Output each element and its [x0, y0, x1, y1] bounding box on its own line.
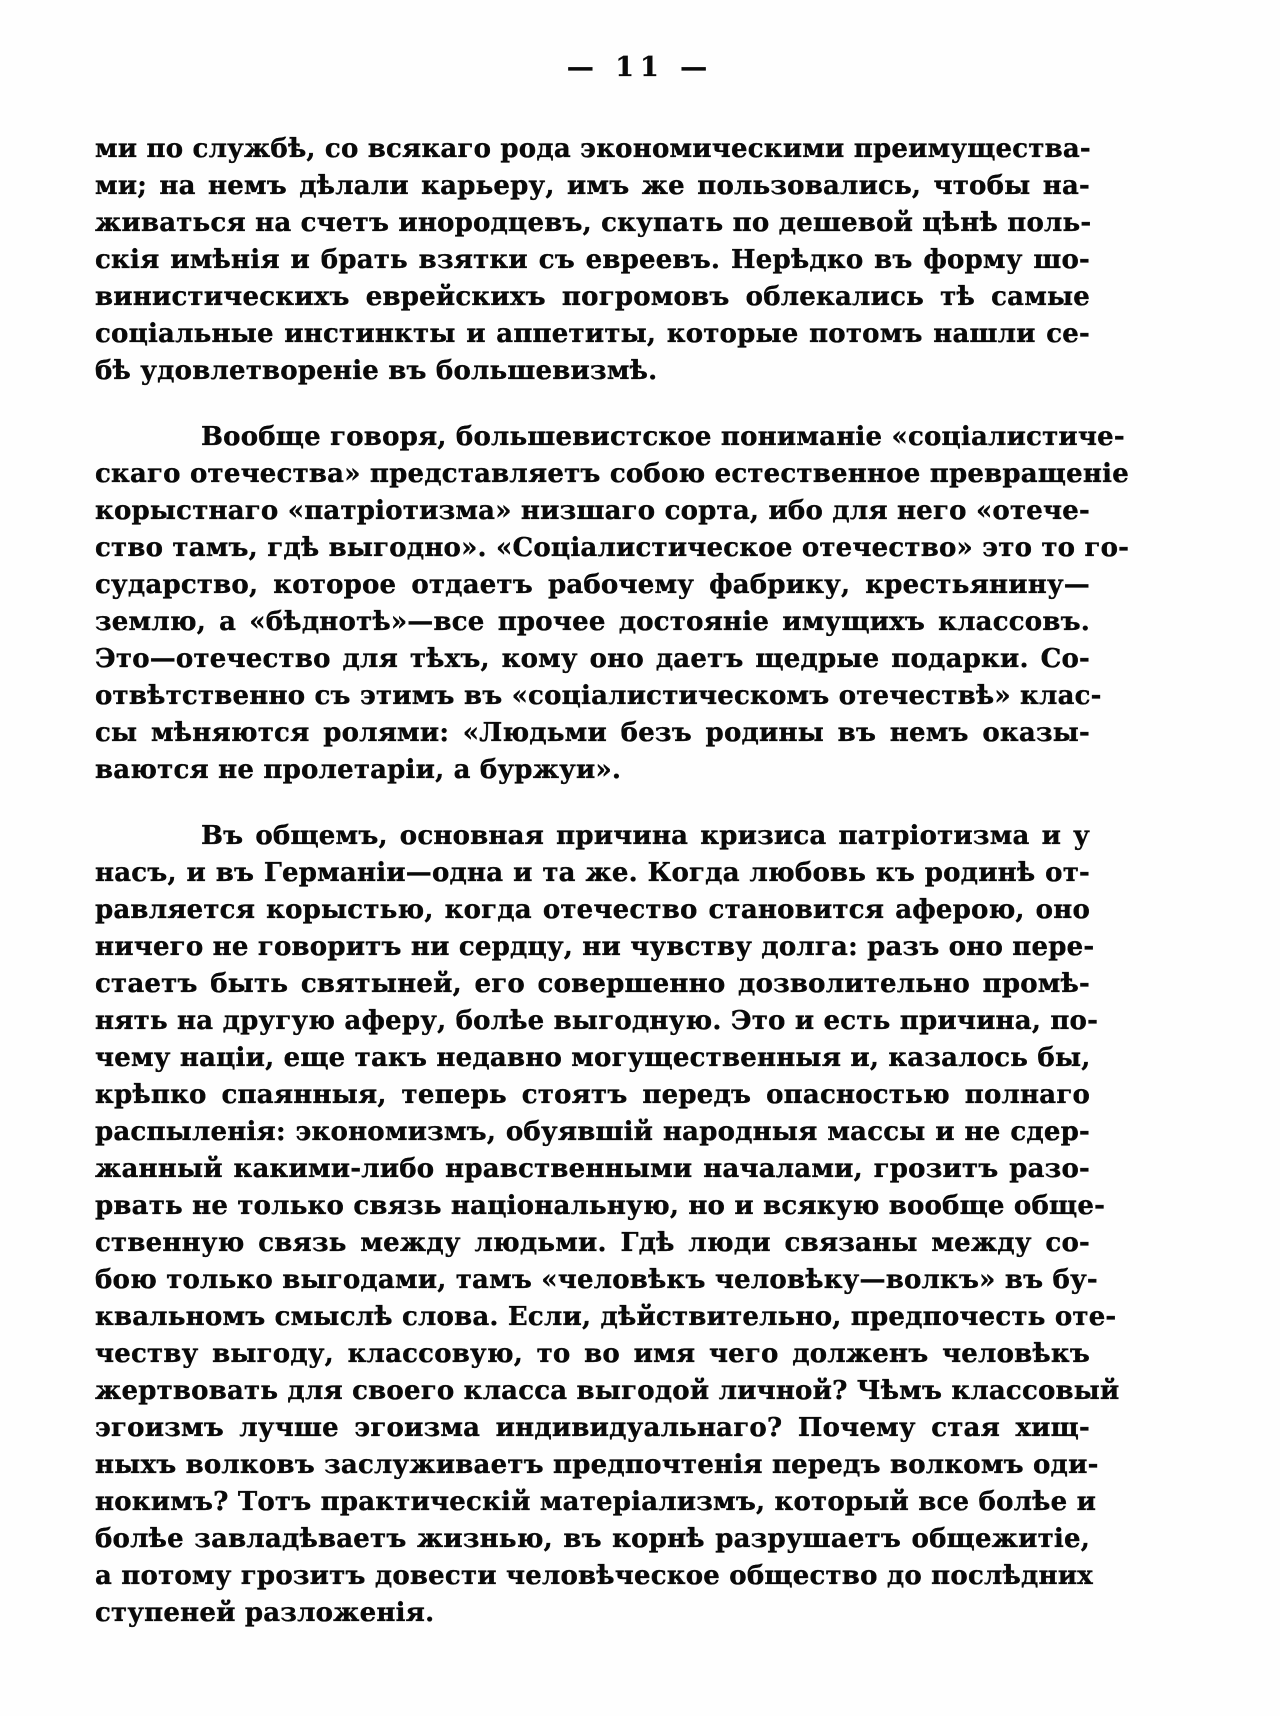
- text-line: бѣ удовлетвореніе въ большевизмѣ.: [95, 356, 658, 386]
- text-line: Вообще говоря, большевистское пониманіе «соціалистиче-: [201, 422, 1125, 452]
- text-line: скаго отечества» представляетъ собою естественное превращеніе: [95, 459, 1129, 489]
- text-line: живаться на счетъ инородцевъ, скупать по дешевой цѣнѣ поль-: [95, 208, 1092, 238]
- text-line: нокимъ? Тотъ практическій матеріализмъ, который все болѣе и: [95, 1487, 1097, 1517]
- text-line: ныхъ волковъ заслуживаетъ предпочтенія передъ волкомъ оди-: [95, 1450, 1099, 1480]
- text-line: чему націи, еще такъ недавно могущественныя и, казалось бы,: [95, 1043, 1091, 1073]
- text-line: стаетъ быть святыней, его совершенно дозволительно промѣ-: [95, 969, 1090, 999]
- text-line: эгоизмъ лучше эгоизма индивидуальнаго? Почему стая хищ-: [95, 1413, 1090, 1443]
- text-line: жанный какими-либо нравственными началами, грозитъ разо-: [95, 1154, 1090, 1184]
- text-line: ми по службѣ, со всякаго рода экономическими преимущества-: [95, 134, 1091, 164]
- text-line: землю, а «бѣднотѣ»—все прочее достояніе имущихъ классовъ.: [95, 607, 1090, 637]
- text-line: рвать не только связь національную, но и всякую вообще обще-: [95, 1191, 1106, 1221]
- text-line: бою только выгодами, тамъ «человѣкъ человѣку—волкъ» въ бу-: [95, 1265, 1098, 1295]
- paragraph: [95, 818, 1120, 1632]
- paragraph: [95, 131, 1090, 390]
- text-line: нять на другую аферу, болѣе выгодную. Это и есть причина, по-: [95, 1006, 1099, 1036]
- text-line: ваются не пролетаріи, а буржуи».: [95, 755, 622, 785]
- text-line: соціальные инстинкты и аппетиты, которые потомъ нашли се-: [95, 319, 1090, 349]
- text-line: скія имѣнія и брать взятки съ евреевъ. Нерѣдко въ форму шо-: [95, 245, 1090, 275]
- text-line: отвѣтственно съ этимъ въ «соціалистическомъ отечествѣ» клас-: [95, 681, 1102, 711]
- text-line: болѣе завладѣваетъ жизнью, въ корнѣ разрушаетъ общежитіе,: [95, 1524, 1090, 1554]
- text-line: ничего не говоритъ ни сердцу, ни чувству долга: разъ оно пере-: [95, 932, 1095, 962]
- text-line: равляется корыстью, когда отечество становится аферою, оно: [95, 895, 1090, 925]
- paragraph: [95, 419, 1130, 789]
- page-number: — 11 —: [566, 52, 714, 83]
- text-line: винистическихъ еврейскихъ погромовъ облекались тѣ самые: [95, 282, 1090, 312]
- text-line: ство тамъ, гдѣ выгодно». «Соціалистическое отечество» это то го-: [95, 533, 1130, 563]
- text-line: квальномъ смыслѣ слова. Если, дѣйствительно, предпочесть оте-: [95, 1302, 1117, 1332]
- text-block: [95, 131, 1130, 1632]
- text-line: насъ, и въ Германіи—одна и та же. Когда любовь къ родинѣ от-: [95, 858, 1090, 888]
- text-line: сы мѣняются ролями: «Людьми безъ родины въ немъ оказы-: [95, 718, 1090, 748]
- text-line: Въ общемъ, основная причина кризиса патріотизма и у: [201, 821, 1090, 851]
- text-line: жертвовать для своего класса выгодой личной? Чѣмъ классовый: [95, 1376, 1120, 1406]
- text-line: распыленія: экономизмъ, обуявшій народныя массы и не сдер-: [95, 1117, 1090, 1147]
- text-line: ступеней разложенія.: [95, 1598, 435, 1628]
- text-line: сударство, которое отдаетъ рабочему фабрику, крестьянину—: [95, 570, 1090, 600]
- text-line: а потому грозитъ довести человѣческое общество до послѣдних: [95, 1561, 1093, 1591]
- text-line: ми; на немъ дѣлали карьеру, имъ же пользовались, чтобы на-: [95, 171, 1090, 201]
- text-line: крѣпко спаянныя, теперь стоятъ передъ опасностью полнаго: [95, 1080, 1090, 1110]
- text-line: Это—отечество для тѣхъ, кому оно даетъ щедрые подарки. Со-: [95, 644, 1090, 674]
- text-line: честву выгоду, классовую, то во имя чего долженъ человѣкъ: [95, 1339, 1090, 1369]
- text-line: корыстнаго «патріотизма» низшаго сорта, ибо для него «отече-: [95, 496, 1090, 526]
- text-line: ственную связь между людьми. Гдѣ люди связаны между со-: [95, 1228, 1090, 1258]
